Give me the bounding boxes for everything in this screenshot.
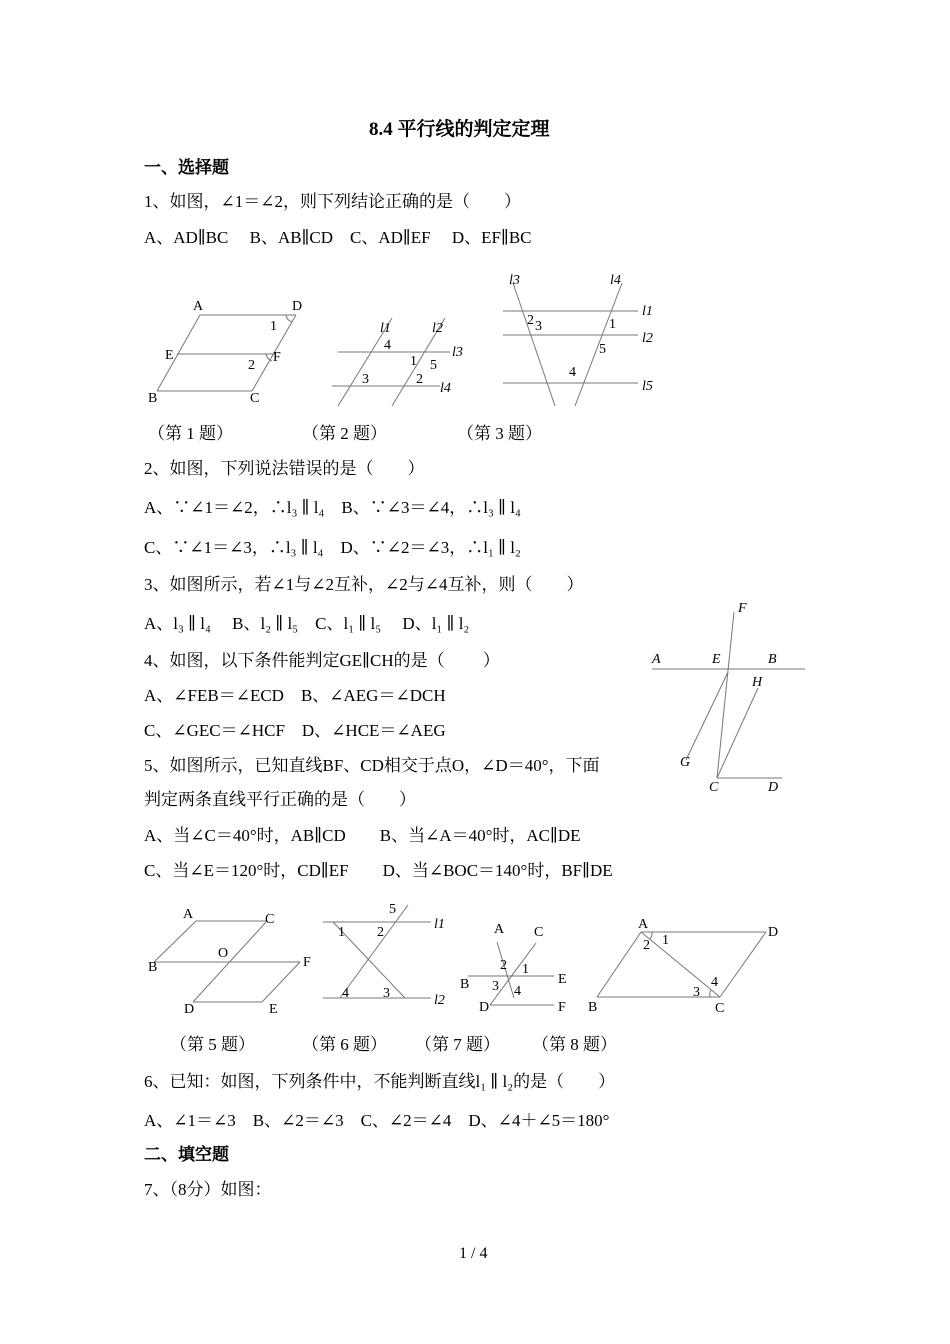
fig3-label-3: 3 [535,319,542,334]
fig7-label-4: 4 [514,984,521,999]
fig1-label-e: E [165,348,174,363]
fig5-label-e: E [269,1002,278,1017]
fig2-label-1: 1 [410,354,417,369]
caption-3: （第 3 题） [457,424,542,443]
question-3: 3、如图所示，若∠1与∠2互补，∠2与∠4互补，则（ ） [144,575,584,594]
fig8-label-a: A [638,917,649,932]
figure-4 [651,601,805,795]
figure-2 [332,318,463,406]
caption-6: （第 6 题） [302,1035,387,1054]
fig4-label-e: E [712,652,721,667]
question-1-options: A、AD∥BC B、AB∥CD C、AD∥EF D、EF∥BC [144,228,532,247]
question-3-options: A、l₃ ∥ l₄ B、l₂ ∥ l₅ C、l₁ ∥ l₅ D、l₁ ∥ l₂ [144,614,470,633]
fig3-label-l3: l3 [509,273,520,288]
caption-2: （第 2 题） [302,424,387,443]
fig2-label-l2: l2 [432,321,443,336]
question-4: 4、如图，以下条件能判定GE∥CH的是（ ） [144,651,500,670]
fig7-label-3: 3 [492,979,499,994]
question-2-options-2: C、∵∠1＝∠3，∴l₃ ∥ l₄ D、∵∠2＝∠3，∴l₁ ∥ l₂ [144,538,521,557]
question-2-options-1: A、∵∠1＝∠2，∴l₃ ∥ l₄ B、∵∠3＝∠4，∴l₃ ∥ l₄ [144,498,521,517]
question-6-options: A、∠1＝∠3 B、∠2＝∠3 C、∠2＝∠4 D、∠4＋∠5＝180° [144,1111,610,1130]
fig2-label-4: 4 [384,338,391,353]
fig4-label-h: H [752,675,763,690]
fig3-label-l2: l2 [642,331,653,346]
fig6-label-4: 4 [342,986,349,1001]
fig1-label-c: C [250,391,260,406]
fig5-label-b: B [148,960,158,975]
question-5-line-1: 5、如图所示，已知直线BF、CD相交于点O，∠D＝40°，下面 [144,756,600,775]
fig6-label-5: 5 [389,902,396,917]
fig1-label-a: A [193,299,204,314]
fig5-label-a: A [183,907,194,922]
fig7-label-1: 1 [522,962,529,977]
caption-8: （第 8 题） [532,1035,617,1054]
fig3-label-l1: l1 [642,304,653,319]
fig2-label-2: 2 [416,372,423,387]
fig7-label-e: E [558,972,567,987]
fig7-label-f: F [558,1000,566,1015]
caption-7: （第 7 题） [415,1035,500,1054]
fig7-label-c: C [534,925,544,940]
fig2-label-5: 5 [430,358,437,373]
question-5-options-1: A、当∠C＝40°时，AB∥CD B、当∠A＝40°时，AC∥DE [144,826,581,845]
fig1-label-b: B [148,391,158,406]
fig8-label-1: 1 [662,933,669,948]
fig7-label-b: B [460,977,470,992]
fig8-label-2: 2 [643,938,650,953]
question-5-line-2: 判定两条直线平行正确的是（ ） [144,790,416,809]
fig6-label-l2: l2 [434,993,445,1008]
fig7-label-d: D [479,1000,490,1015]
fig5-label-c: C [265,912,275,927]
fig2-label-3: 3 [362,372,369,387]
figure-3 [503,273,653,406]
fig1-label-2: 2 [248,358,255,373]
fig1-label-1: 1 [270,319,277,334]
figure-1 [148,299,302,406]
fig7-label-2: 2 [500,958,507,973]
fig8-label-d: D [768,925,779,940]
figure-5 [148,907,311,1017]
fig3-label-4: 4 [569,365,576,380]
fig3-label-2: 2 [527,313,534,328]
fig1-label-f: F [273,350,281,365]
question-5-options-2: C、当∠E＝120°时，CD∥EF D、当∠BOC＝140°时，BF∥DE [144,861,613,880]
fig6-label-1: 1 [338,925,345,940]
question-4-options-2: C、∠GEC＝∠HCF D、∠HCE＝∠AEG [144,721,446,740]
fig2-label-l4: l4 [440,381,451,396]
fig4-label-f: F [738,601,747,616]
fig5-label-o: O [218,946,229,961]
fig2-label-l3: l3 [452,345,463,360]
section-choice: 一、选择题 [144,158,229,177]
fig6-label-2: 2 [377,925,384,940]
fig6-label-3: 3 [383,986,390,1001]
section-fill: 二、填空题 [144,1145,229,1164]
figure-7 [460,922,567,1015]
caption-1: （第 1 题） [148,424,233,443]
figure-8 [588,917,778,1016]
question-2: 2、如图，下列说法错误的是（ ） [144,459,425,478]
fig1-label-d: D [292,299,303,314]
question-1: 1、如图，∠1＝∠2，则下列结论正确的是（ ） [144,192,521,211]
fig8-label-b: B [588,1000,598,1015]
fig8-label-3: 3 [693,985,700,1000]
fig8-label-c: C [715,1001,725,1016]
fig3-label-1: 1 [609,317,616,332]
fig4-label-c: C [709,780,719,795]
fig8-label-4: 4 [711,975,718,990]
fig3-label-l4: l4 [610,273,621,288]
fig4-label-b: B [768,652,777,667]
page-number: 1 / 4 [459,1245,488,1262]
figure-6 [323,902,445,1008]
page-title: 8.4 平行线的判定定理 [369,119,550,140]
fig3-label-l5: l5 [642,379,653,394]
caption-5: （第 5 题） [170,1035,255,1054]
fig5-label-d: D [184,1002,195,1017]
question-4-options-1: A、∠FEB＝∠ECD B、∠AEG＝∠DCH [144,686,446,705]
fig4-label-d: D [768,780,779,795]
fig6-label-l1: l1 [434,917,445,932]
fig3-label-5: 5 [599,342,606,357]
fig2-label-l1: l1 [380,321,391,336]
question-6: 6、已知：如图，下列条件中，不能判断直线l₁ ∥ l₂的是（ ） [144,1072,616,1091]
fig5-label-f: F [303,955,311,970]
fig7-label-a: A [494,922,505,937]
question-7: 7、（8分）如图： [144,1180,272,1199]
fig4-label-g: G [680,755,691,770]
fig4-label-a: A [652,652,661,667]
